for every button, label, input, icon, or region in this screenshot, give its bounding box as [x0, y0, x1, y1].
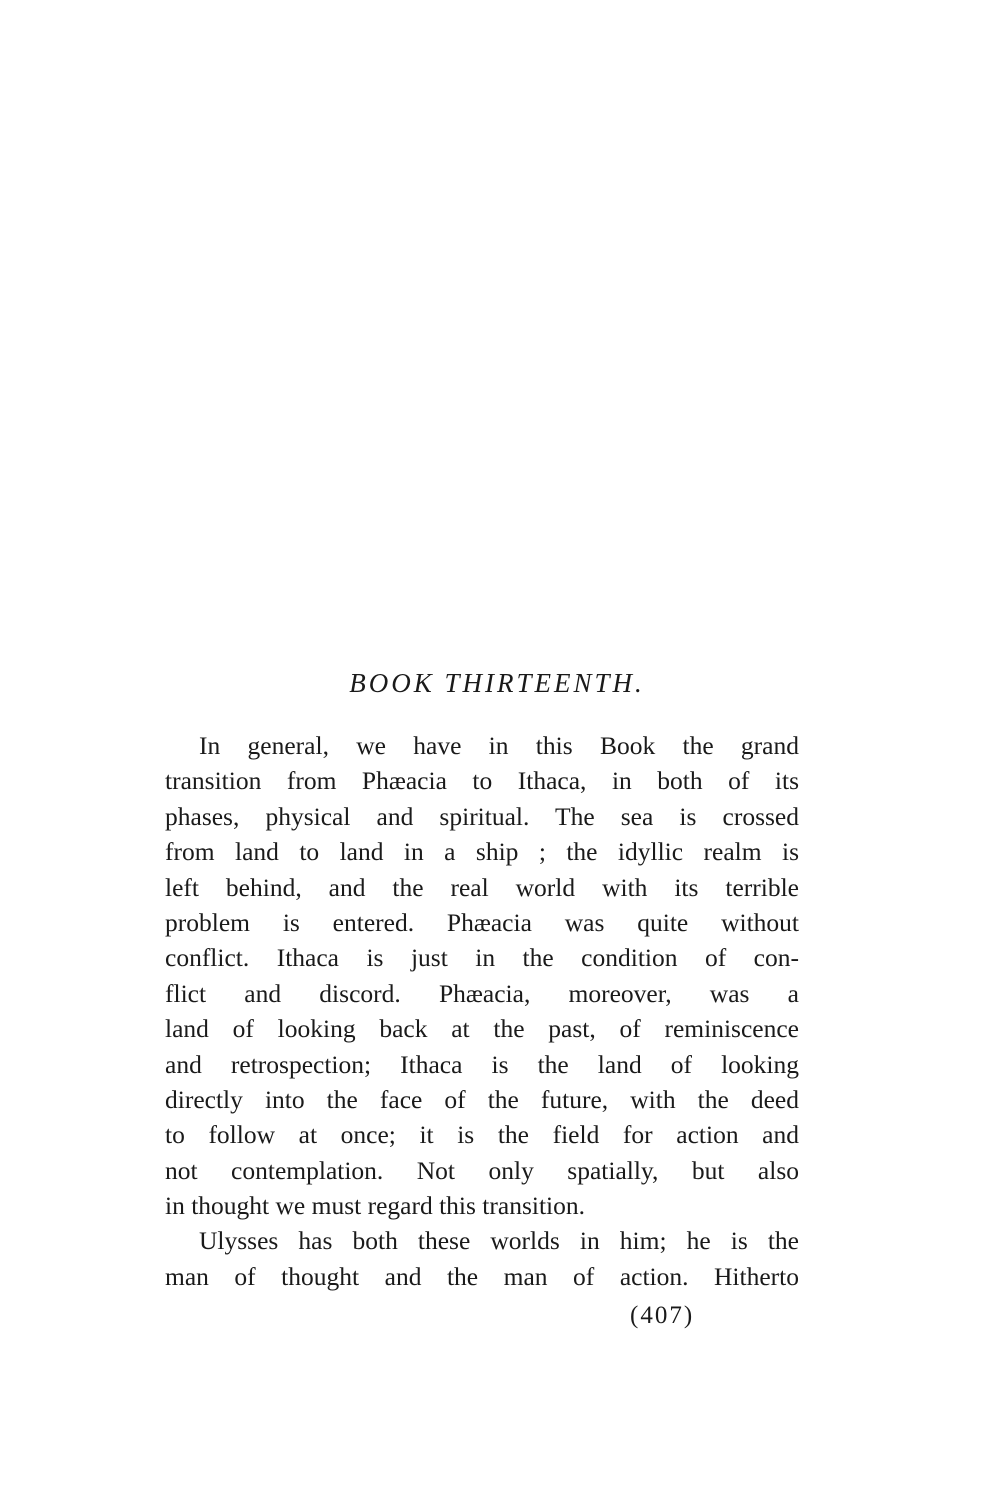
- text-line: left behind, and the real world with its terrible: [165, 872, 799, 902]
- text-line: and retrospection; Ithaca is the land of looking: [165, 1049, 799, 1079]
- text-line: land of looking back at the past, of reminiscence: [165, 1014, 799, 1044]
- body-text: [165, 728, 799, 1294]
- text-line: transition from Phæacia to Ithaca, in both of its: [165, 766, 799, 796]
- text-line: to follow at once; it is the field for action and: [165, 1120, 799, 1150]
- text-line: not contemplation. Not only spatially, but also: [165, 1155, 799, 1185]
- page-number: (407): [630, 1302, 695, 1329]
- text-line: directly into the face of the future, with the deed: [165, 1084, 799, 1114]
- text-line: from land to land in a ship ; the idyllic realm is: [165, 837, 799, 867]
- text-line: In general, we have in this Book the grand: [199, 731, 799, 760]
- text-line: man of thought and the man of action. Hitherto: [165, 1261, 799, 1291]
- chapter-heading: [0, 668, 994, 699]
- chapter-heading-text: BOOK THIRTEENTH.: [349, 668, 645, 698]
- text-line: in thought we must regard this transition.: [165, 1191, 585, 1221]
- text-line: Ulysses has both these worlds in him; he is the: [199, 1226, 799, 1256]
- text-line: phases, physical and spiritual. The sea is crossed: [165, 801, 799, 831]
- text-line: conflict. Ithaca is just in the condition of con-: [165, 943, 799, 973]
- text-line: problem is entered. Phæacia was quite without: [165, 907, 799, 937]
- text-line: flict and discord. Phæacia, moreover, was a: [165, 978, 799, 1008]
